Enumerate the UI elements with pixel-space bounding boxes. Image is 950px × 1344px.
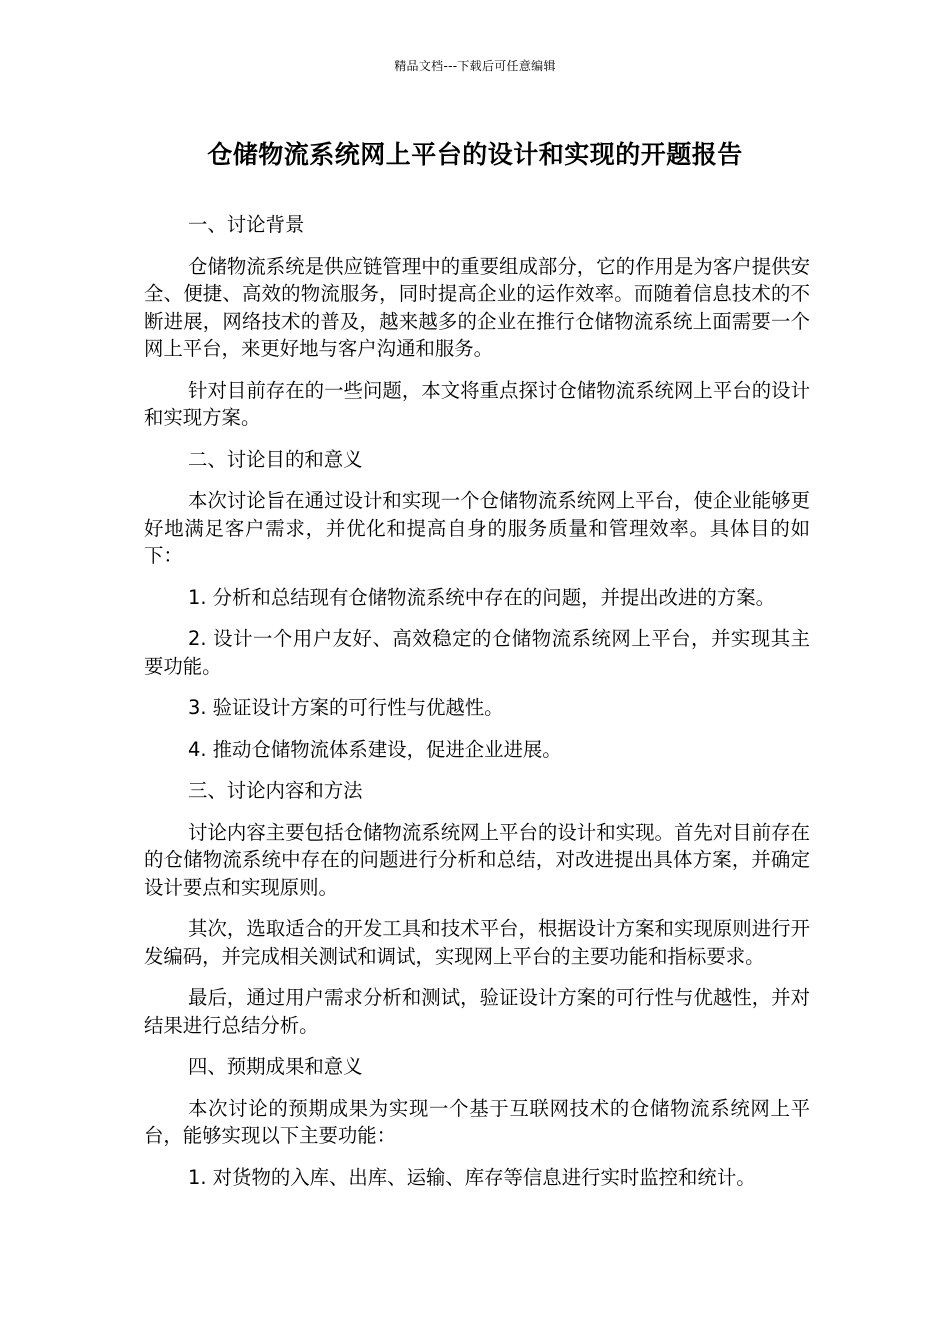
document-body — [144, 211, 810, 1205]
paragraph-purpose-intro: 本次讨论旨在通过设计和实现一个仓储物流系统网上平台，使企业能够更好地满足客户需求，并优化和提高自身的服务质量和管理效率。具体目的如下： — [144, 489, 810, 567]
paragraph-background-1: 仓储物流系统是供应链管理中的重要组成部分，它的作用是为客户提供安全、便捷、高效的物流服务，同时提高企业的运作效率。而随着信息技术的不断进展，网络技术的普及，越来越多的企业在推行仓储物流系统上面需要一个网上平台，来更好地与客户沟通和服务。 — [144, 254, 810, 360]
document-title: 仓储物流系统网上平台的设计和实现的开题报告 — [207, 140, 743, 169]
list-item-purpose-1: 1. 分析和总结现有仓储物流系统中存在的问题，并提出改进的方案。 — [188, 585, 775, 609]
list-item-results-1: 1. 对货物的入库、出库、运输、库存等信息进行实时监控和统计。 — [188, 1165, 756, 1189]
list-item-purpose-3: 3. 验证设计方案的可行性与优越性。 — [188, 696, 504, 719]
page-header-note: 精品文档---下载后可任意编辑 — [394, 59, 556, 73]
section-heading-background: 一、讨论背景 — [188, 213, 305, 236]
paragraph-content-1: 讨论内容主要包括仓储物流系统网上平台的设计和实现。首先对目前存在的仓储物流系统中存在的问题进行分析和总结，对改进提出具体方案，并确定设计要点和实现原则。 — [144, 820, 810, 899]
section-heading-expected-results: 四、预期成果和意义 — [188, 1055, 363, 1078]
section-heading-purpose: 二、讨论目的和意义 — [188, 447, 363, 471]
list-item-purpose-4: 4. 推动仓储物流体系建设，促进企业进展。 — [188, 737, 562, 761]
list-item-purpose-2: 2. 设计一个用户友好、高效稳定的仓储物流系统网上平台，并实现其主要功能。 — [144, 627, 810, 678]
paragraph-background-2: 针对目前存在的一些问题，本文将重点探讨仓储物流系统网上平台的设计和实现方案。 — [144, 378, 810, 429]
paragraph-content-2: 其次，选取适合的开发工具和技术平台，根据设计方案和实现原则进行开发编码，并完成相关测试和调试，实现网上平台的主要功能和指标要求。 — [144, 917, 810, 968]
section-heading-content-method: 三、讨论内容和方法 — [188, 779, 363, 802]
paragraph-content-3: 最后，通过用户需求分析和测试，验证设计方案的可行性与优越性，并对结果进行总结分析。 — [144, 986, 810, 1037]
paragraph-results-intro: 本次讨论的预期成果为实现一个基于互联网技术的仓储物流系统网上平台，能够实现以下主要功能： — [144, 1096, 810, 1147]
